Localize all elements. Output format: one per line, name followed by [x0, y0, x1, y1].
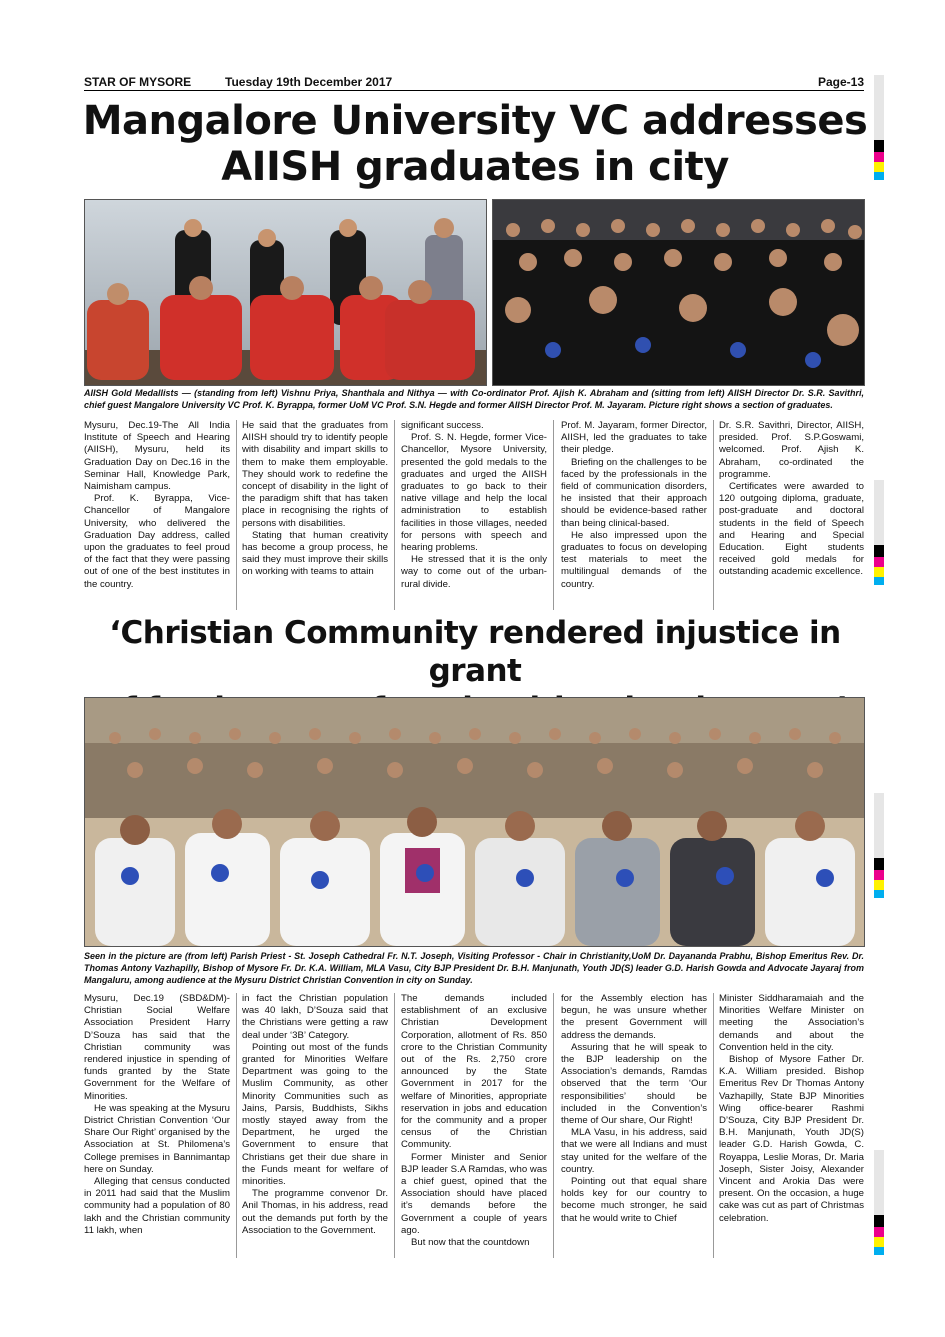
article1-headline-line1: Mangalore University VC addresses: [82, 98, 868, 144]
column-divider: [236, 993, 237, 1258]
paragraph: Alleging that census conducted in 2011 had said that the Muslim community had a population of 80 lakh and the Christian community 11 lakh, when: [84, 1176, 230, 1236]
issue-date: Tuesday 19th December 2017: [225, 75, 393, 89]
paragraph: He said that the graduates from AIISH should try to identify people with disability and impart skills to them to make them employable. They should work to redefine the concept of disability in the light of the paradigm shift that has taken place in recognising the rights of persons with disabilities.: [242, 420, 388, 529]
article2-photo-caption: Seen in the picture are (from left) Parish Priest - St. Joseph Cathedral Fr. N.T. Joseph, Visiting Professor - Chair in Christianity,UoM Dr. Dayananda Prabhu, Bishop Emeritus Rev. Dr. Thomas Antony Vazhapilly, Bishop of Mysore Fr. Dr. K.A. William, MLA Vasu, City BJP President Dr. B.H. Manjunath, Youth JD(S) leader G.D. Harish Gowda and Advocate Jayaraj from Mangaluru, among audience at the Mysuru District Christian Convention in city on Sunday.: [84, 951, 864, 985]
article2-headline-line1: ‘Christian Community rendered injustice in grant: [109, 615, 841, 689]
paragraph: in fact the Christian population was 40 lakh, D’Souza said that the Christians were getting a raw deal under ‘3B’ Category.: [242, 993, 388, 1041]
column-divider: [553, 420, 554, 610]
article2-column-1: [84, 993, 230, 1237]
paragraph: Mysuru, Dec.19-The All India Institute of Speech and Hearing (AIISH), Mysuru, held its Graduation Day on Dec.16 in the Seminar Hall, Knowledge Park, Naimisham campus.: [84, 420, 230, 493]
article1-column-5: [719, 420, 864, 579]
paragraph: Prof. M. Jayaram, former Director, AIISH, led the graduates to take their pledge.: [561, 420, 707, 456]
masthead: [84, 74, 864, 91]
article1-headline: [80, 98, 870, 190]
paragraph: Certificates were awarded to 120 outgoing diploma, graduate, post-graduate and doctoral students in the field of Speech and Hearing and Special Education. Eight students received gold medals for outstanding academic excellence.: [719, 481, 864, 578]
article1-column-2: [242, 420, 388, 579]
paragraph: Former Minister and Senior BJP leader S.A Ramdas, who was a chief guest, opined that the Association should have placed it’s demands before the Government a couple of years ago.: [401, 1151, 547, 1236]
article2-column-2: [242, 993, 388, 1237]
paragraph: Pointing out that equal share holds key for our country to become much stronger, he said that he would write to Chief: [561, 1176, 707, 1224]
newspaper-name: STAR OF MYSORE: [84, 75, 192, 89]
column-divider: [553, 993, 554, 1258]
paragraph: But now that the countdown: [411, 1237, 530, 1249]
column-divider: [394, 420, 395, 610]
paragraph: Briefing on the challenges to be faced by the professionals in the field of communication disorders, he insisted that their approach should be evidence-based rather than being clinical-based.: [561, 456, 707, 529]
column-divider: [236, 420, 237, 610]
paragraph: Mysuru, Dec.19 (SBD&DM)- Christian Social Welfare Association President Harry D’Souza has said that the Christian community was rendered injustice in spending of funds granted by the State Government for the Welfare of Minorities.: [84, 993, 230, 1102]
article2-column-4: [561, 993, 707, 1225]
paragraph: The demands included establishment of an exclusive Christian Development Corporation, allotment of Rs. 850 crore to the Christian Community out of the Rs. 2,750 crore announced by the State Government in 2017 for the welfare of Minorities, appropriate reservation in jobs and education for the community and a proper census of the Christian Community.: [401, 993, 547, 1151]
paragraph: The programme convenor Dr. Anil Thomas, in his address, read out the demands put forth by the Association to the Government.: [242, 1188, 388, 1236]
paragraph: MLA Vasu, in his address, said that we were all Indians and must stay united for the welfare of the country.: [561, 1127, 707, 1175]
paragraph: Dr. S.R. Savithri, Director, AIISH, presided. Prof. S.P.Goswami, welcomed. Prof. Ajish K. Abraham, co-ordinated the programme.: [719, 420, 864, 480]
paragraph: Prof. S. N. Hegde, former Vice-Chancellor, Mysore University, presented the gold medals to the graduates and urged the AIISH graduates to go back to their native village and help the local administration to establish facilities in those villages, needed for persons with speech and hearing problems.: [401, 432, 547, 554]
column-divider: [713, 420, 714, 610]
column-divider: [394, 993, 395, 1258]
paragraph: significant success.: [401, 420, 484, 431]
paragraph: Bishop of Mysore Father Dr. K.A. William presided. Bishop Emeritus Rev Dr Thomas Antony Vazhapilly, State BJP Minorities Wing office-bearer Rashmi D’Souza, City BJP President Dr. B.H. Manjunath, Youth JD(S) leader G.D. Harish Gowda, C. Royappa, Leslie Moras, Dr. Maria Joseph, Sister Joisy, Alexander Vincent and Arokia Das were present. On the occasion, a huge cake was cut as part of Christmas celebration.: [719, 1054, 864, 1224]
paragraph: Minister Siddharamaiah and the Minorities Welfare Minister on meeting the Association’s demands and about the Convention held in the city.: [719, 993, 864, 1053]
graduates-section-photo: [492, 199, 865, 386]
article1-headline-line2: AIISH graduates in city: [221, 144, 729, 190]
paragraph: Prof. K. Byrappa, Vice-Chancellor of Mangalore University, who delivered the Graduation Day address, called upon the graduates to feel proud of the fact that they were passing out of one of the best institutes in the country.: [84, 493, 230, 590]
christian-convention-photo: [84, 697, 865, 947]
paragraph: Pointing out most of the funds granted for Minorities Welfare Department was going to the Muslim Community, as other Minority Communities such as Jains, Parsis, Buddhists, Sikhs mostly stayed away from the Department, he urged the Government to ensure that Christians get their due share in the Funds meant for welfare of minorities.: [242, 1041, 388, 1188]
article1-column-1: [84, 420, 230, 591]
article1-photo-caption: AIISH Gold Medallists — (standing from left) Vishnu Priya, Shanthala and Nithya — with Co-ordinator Prof. Ajish K. Abraham and (sitting from left) AIISH Director Dr. S.R. Savithri, chief guest Mangalore University VC Prof. K. Byrappa, former UoM VC Prof. S.N. Hegde and former AIISH Director Prof. M. Jayaram. Picture right shows a section of graduates.: [84, 388, 864, 410]
page-number: Page-13: [817, 75, 864, 89]
column-divider: [713, 993, 714, 1258]
paragraph: Assuring that he will speak to the BJP leadership on the Association’s demands, Ramdas observed that the term ‘Our responsibilities’ should be included in the Convention’s theme of Our share, Our Right!: [561, 1041, 707, 1127]
gold-medallists-photo: [84, 199, 487, 386]
article1-column-3: [401, 420, 547, 591]
article2-column-3: [401, 993, 547, 1249]
paragraph: Stating that human creativity has become a group process, he said they must improve their skills on working with teams to attain: [242, 529, 388, 578]
paragraph: He was speaking at the Mysuru District Christian Convention ‘Our Share Our Right’ organised by the Association at St. Philomena’s College premises in Bannimantap here on Sunday.: [84, 1102, 230, 1175]
article2-column-5: [719, 993, 864, 1225]
paragraph: He also impressed upon the graduates to focus on developing test materials to meet the multilingual demands of the country.: [561, 529, 707, 590]
article1-column-4: [561, 420, 707, 591]
paragraph: for the Assembly election has begun, he was unsure whether the present Government will address the demands.: [561, 993, 707, 1041]
paragraph: He stressed that it is the only way to come out of the urban-rural divide.: [401, 554, 547, 590]
